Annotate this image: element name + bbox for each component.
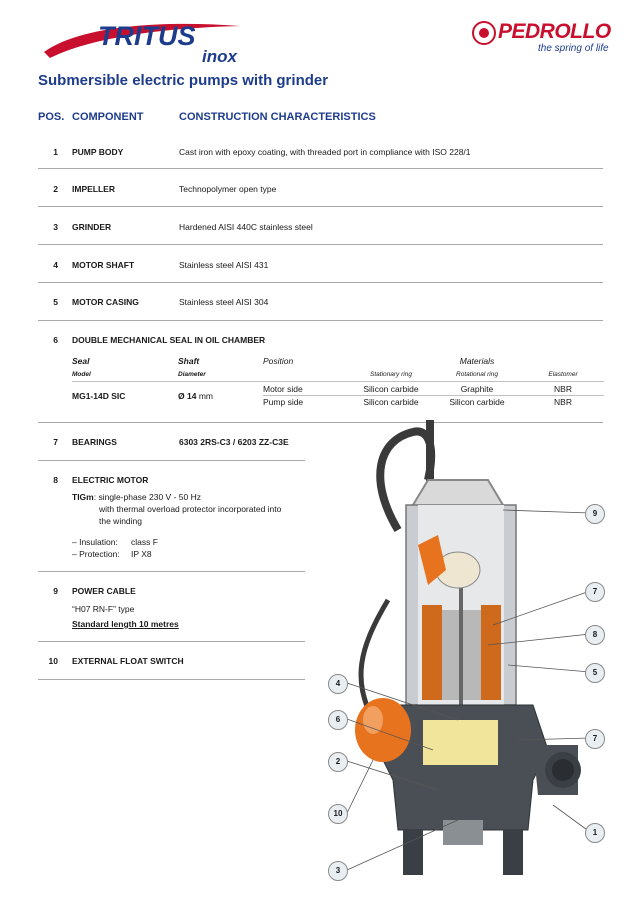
stationary-subheader: Stationary ring [370, 371, 412, 378]
shaft-header: Shaft [178, 356, 200, 366]
row-pos: 9 [53, 586, 58, 596]
pedrollo-logo [470, 18, 610, 58]
pump-cutaway-illustration [318, 420, 618, 890]
insulation-value: class F [131, 537, 158, 547]
seal-header: Seal [72, 356, 90, 366]
cable-type: “H07 RN-F” type [72, 604, 135, 614]
motor-model: TIGm [72, 492, 94, 502]
row-component: MOTOR SHAFT [72, 260, 135, 270]
page-title: Submersible electric pumps with grinder [38, 72, 329, 89]
row-pos: 5 [53, 297, 58, 307]
logo-main-text: TRITUS [98, 21, 196, 51]
protection-value: IP X8 [131, 549, 152, 559]
rotational-subheader: Rotational ring [456, 371, 498, 378]
row-description: Technopolymer open type [179, 184, 277, 194]
row-component: ELECTRIC MOTOR [72, 475, 149, 485]
materials-header: Materials [459, 356, 495, 366]
model-subheader: Model [72, 371, 91, 378]
header-component: COMPONENT [72, 111, 144, 123]
row-description: Stainless steel AISI 431 [179, 260, 269, 270]
seal-stationary: Silicon carbide [363, 397, 419, 407]
brand-tagline: the spring of life [538, 43, 609, 54]
header-construction: CONSTRUCTION CHARACTERISTICS [179, 111, 376, 123]
row-pos: 3 [53, 222, 58, 232]
position-header: Position [263, 356, 294, 366]
row-component: GRINDER [72, 222, 112, 232]
callout-1: 1 [585, 823, 605, 843]
divider [38, 282, 603, 283]
header-pos: POS. [38, 111, 65, 123]
cable-length: Standard length 10 metres [72, 619, 179, 629]
row-component: BEARINGS [72, 437, 117, 447]
tritus-inox-logo [40, 18, 255, 68]
row-description: Cast iron with epoxy coating, with threaded port in compliance with ISO 228/1 [179, 147, 471, 157]
divider [38, 168, 603, 169]
row-component: DOUBLE MECHANICAL SEAL IN OIL CHAMBER [72, 335, 266, 345]
elastomer-subheader: Elastomer [548, 371, 578, 378]
divider [38, 244, 603, 245]
row-pos: 7 [53, 437, 58, 447]
seal-diameter [178, 391, 213, 401]
divider [38, 571, 305, 572]
row-pos: 6 [53, 335, 58, 345]
row-component: IMPELLER [72, 184, 115, 194]
insulation-label: – Insulation: [72, 537, 118, 547]
callout-6: 6 [328, 710, 348, 730]
callout-4: 4 [328, 674, 348, 694]
row-description: Hardened AISI 440C stainless steel [179, 222, 313, 232]
callout-10: 10 [328, 804, 348, 824]
row-pos: 4 [53, 260, 58, 270]
motor-line-1 [72, 492, 201, 502]
logo-sub-text: inox [202, 47, 237, 66]
row-component: POWER CABLE [72, 586, 136, 596]
seal-rotational: Graphite [460, 384, 494, 394]
divider [38, 641, 305, 642]
seal-position: Motor side [263, 384, 303, 394]
callout-7b: 7 [585, 729, 605, 749]
seal-position: Pump side [263, 397, 304, 407]
row-pos: 2 [53, 184, 58, 194]
seal-rotational: Silicon carbide [449, 397, 505, 407]
row-pos: 8 [53, 475, 58, 485]
callout-8: 8 [585, 625, 605, 645]
row-description: Stainless steel AISI 304 [179, 297, 269, 307]
diameter-subheader: Diameter [178, 371, 206, 378]
row-component: EXTERNAL FLOAT SWITCH [72, 656, 184, 666]
protection-label: – Protection: [72, 549, 120, 559]
callout-7: 7 [585, 582, 605, 602]
pedrollo-mark-icon [472, 21, 496, 45]
divider [263, 395, 604, 396]
seal-model: MG1-14D SIC [72, 391, 126, 401]
callout-3: 3 [328, 861, 348, 881]
divider [38, 206, 603, 207]
row-component: MOTOR CASING [72, 297, 139, 307]
seal-elastomer: NBR [554, 384, 572, 394]
diameter-value: Ø 14 [178, 391, 197, 401]
brand-name: PEDROLLO [498, 20, 611, 43]
divider [38, 460, 305, 461]
seal-elastomer: NBR [554, 397, 572, 407]
motor-line-2: with thermal overload protector incorporated into [99, 504, 282, 514]
callout-2: 2 [328, 752, 348, 772]
motor-line-3: the winding [99, 516, 143, 526]
row-component: PUMP BODY [72, 147, 124, 157]
motor-supply: : single-phase 230 V - 50 Hz [93, 492, 201, 502]
callout-5: 5 [585, 663, 605, 683]
row-pos: 10 [48, 656, 58, 666]
bearings-value: 6303 2RS-C3 / 6203 ZZ-C3E [179, 437, 289, 447]
callout-9: 9 [585, 504, 605, 524]
divider [38, 320, 603, 321]
diameter-unit: mm [198, 391, 213, 401]
seal-stationary: Silicon carbide [363, 384, 419, 394]
divider [38, 679, 305, 680]
row-pos: 1 [53, 147, 58, 157]
divider [72, 381, 604, 382]
